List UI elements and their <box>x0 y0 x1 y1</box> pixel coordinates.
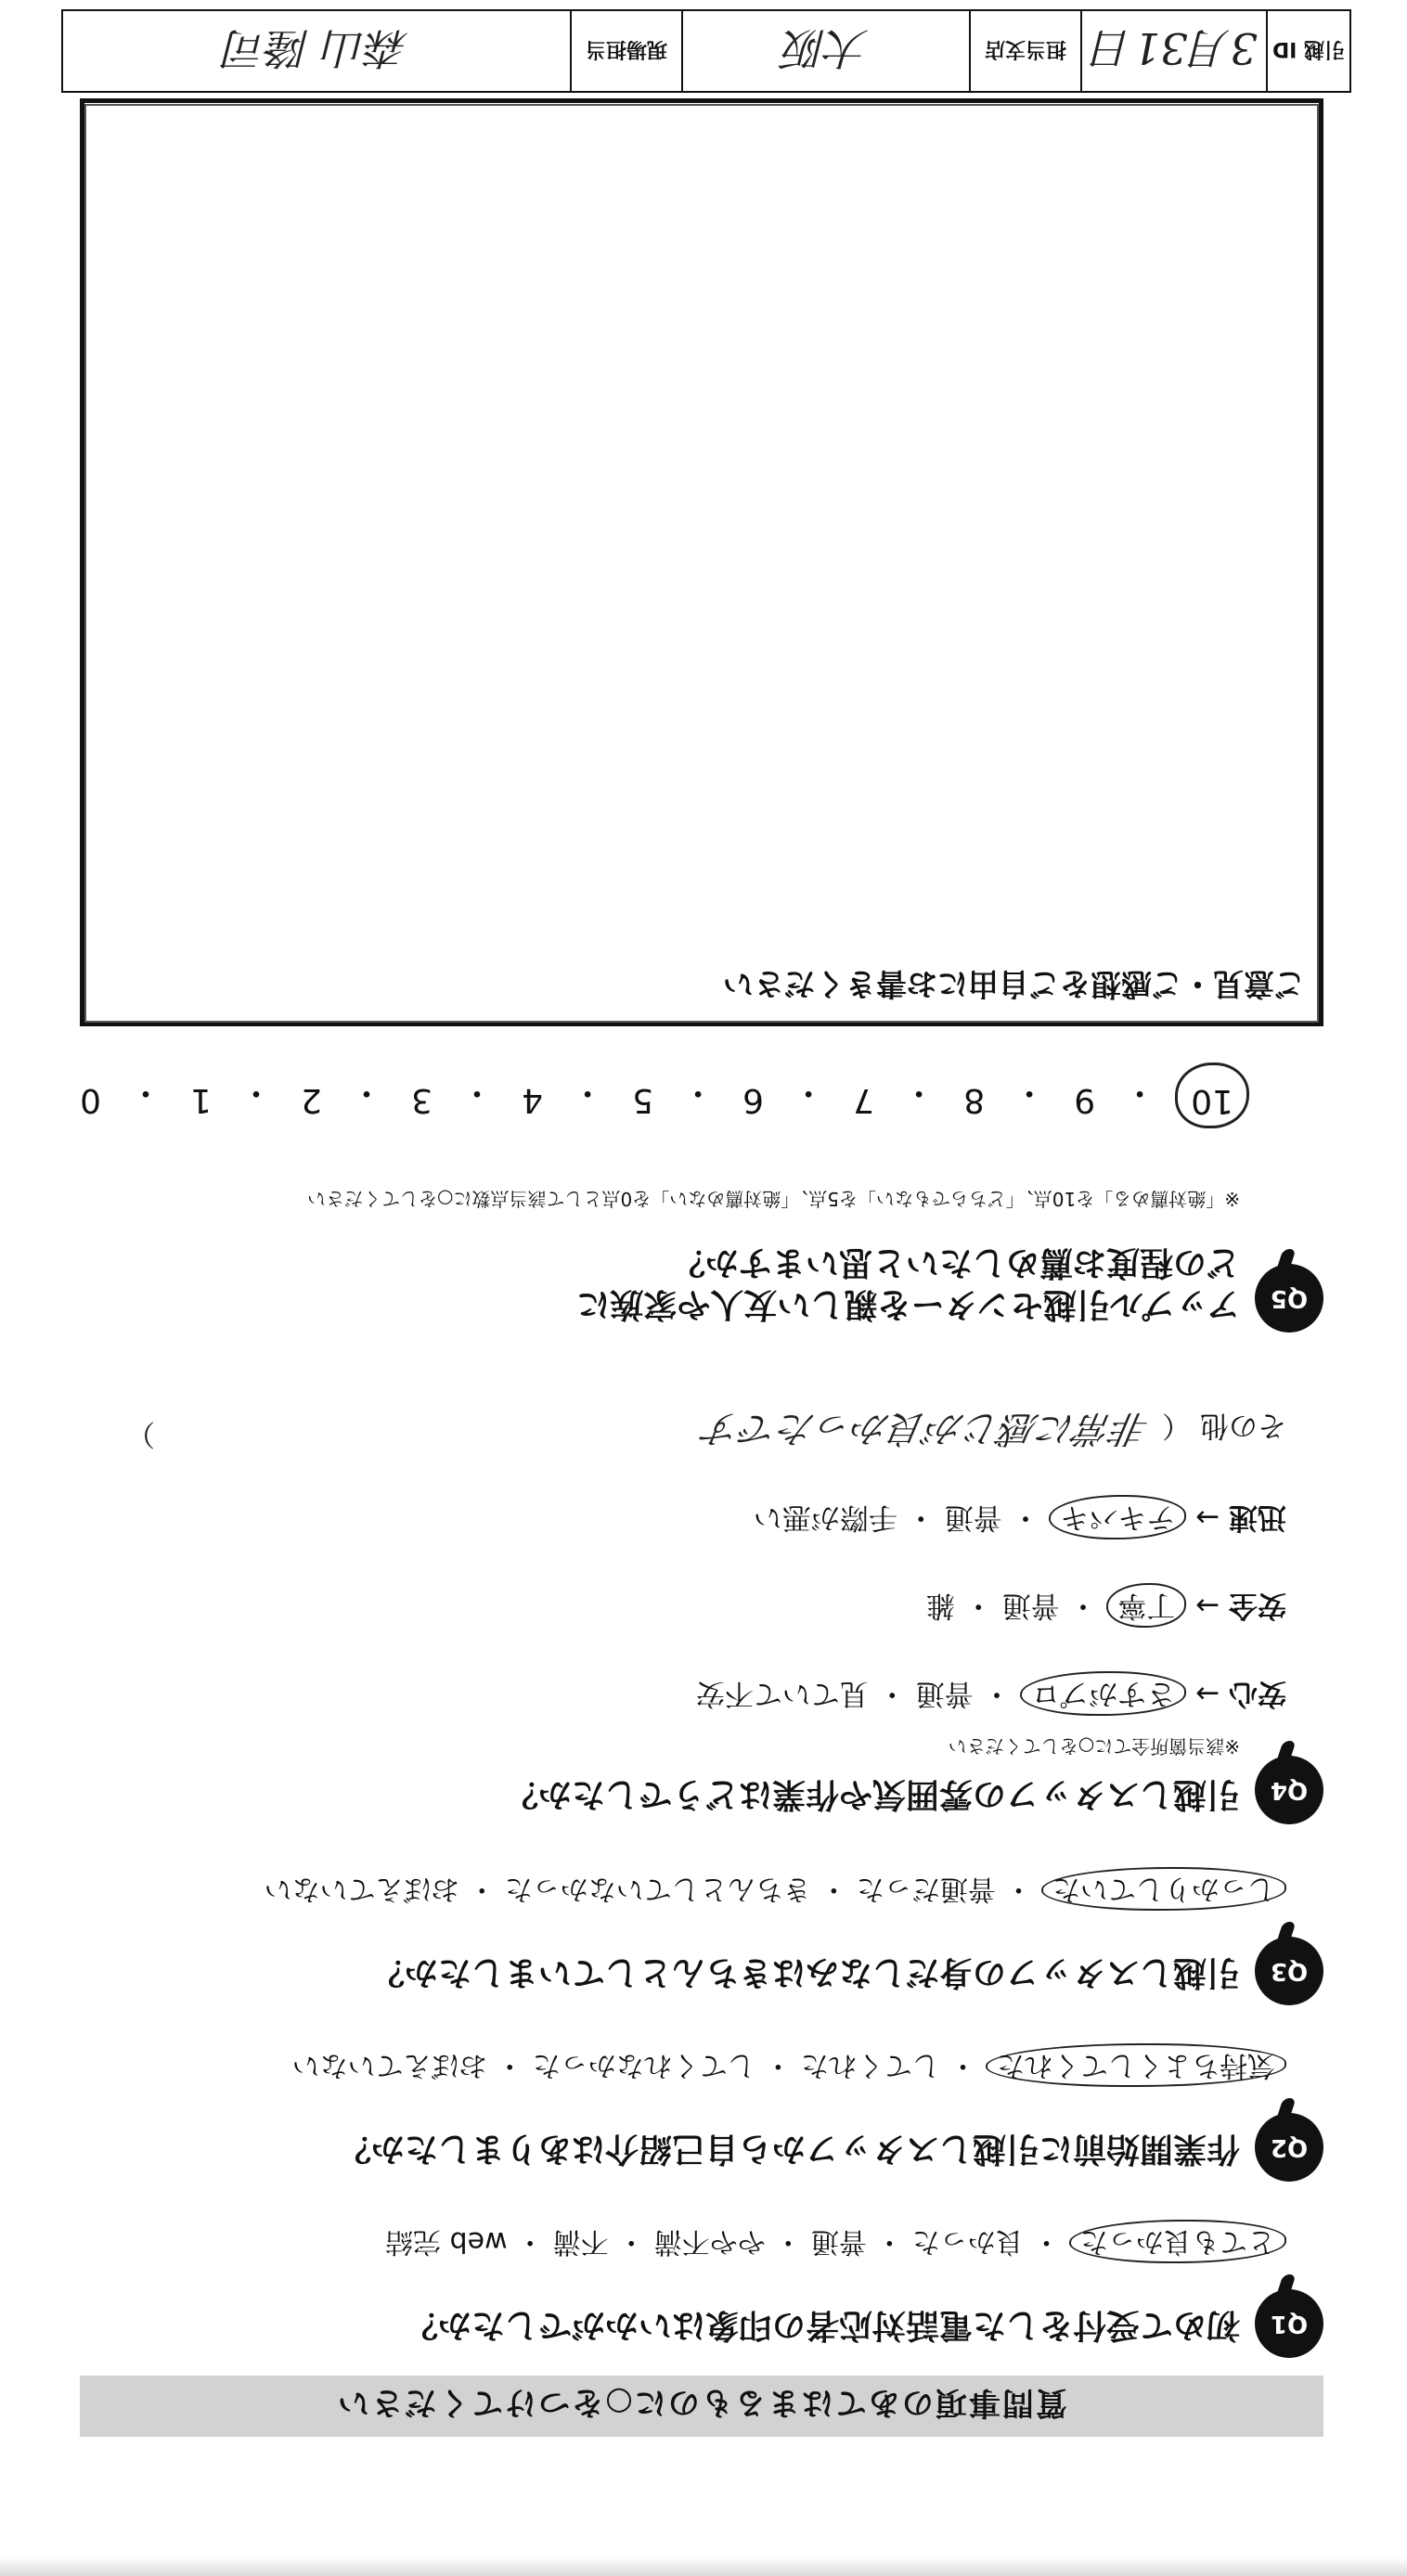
q5-badge-icon: Q5 <box>1255 1264 1323 1333</box>
q3-option[interactable]: 普通だった <box>856 1873 996 1905</box>
staff-table <box>61 9 1351 93</box>
q4-option-selected[interactable]: 丁寧 <box>1106 1583 1186 1628</box>
q1-option[interactable]: 不満 <box>552 2225 609 2258</box>
branch-value[interactable]: 大阪 <box>681 11 969 91</box>
q2-question: 作業開始前に引越しスタッフから自己紹介はありましたか？ <box>337 2130 1240 2168</box>
q4-row-anzen: 安全 → 丁寧 ・ 普通 ・ 雑 <box>926 1588 1286 1629</box>
q3-options: しっかりしていた ・ 普通だった ・ きちんとしていなかった ・ おぼえていない <box>265 1872 1286 1913</box>
q3-badge-icon: Q3 <box>1255 1937 1323 2005</box>
q1-option[interactable]: やや不満 <box>653 2225 766 2258</box>
q2-badge-icon: Q2 <box>1255 2113 1323 2182</box>
q1-options: とても良かった ・ 良かった ・ 普通 ・ やや不満 ・ 不満 ・ web 完結 <box>385 2224 1286 2265</box>
q5-question-line2: どの程度お薦めしたいと思いますか？ <box>671 1243 1240 1282</box>
score-0[interactable]: 0 <box>80 1081 101 1119</box>
q4-row-anshin: 安心 → さすがプロ ・ 普通 ・ 見ていて不安 <box>696 1676 1286 1718</box>
q4-row-label: 安全 <box>1229 1589 1286 1622</box>
q1-option[interactable]: web 完結 <box>385 2225 508 2258</box>
q4-badge-icon: Q4 <box>1255 1756 1323 1824</box>
score-4[interactable]: 4 <box>522 1081 543 1119</box>
comment-box[interactable] <box>80 98 1323 1026</box>
q2-option[interactable]: してくれた <box>800 2049 940 2081</box>
score-1[interactable]: 1 <box>190 1081 212 1119</box>
score-8[interactable]: 8 <box>963 1081 986 1119</box>
q2-option[interactable]: してくれなかった <box>532 2049 755 2081</box>
move-id-value[interactable]: 3月31日 <box>1080 11 1266 91</box>
q5-question-line1: アップル引越センターを親しい友人や家族に <box>576 1285 1240 1323</box>
q4-option[interactable]: 雑 <box>925 1589 955 1622</box>
q3-option[interactable]: きちんとしていなかった <box>504 1873 811 1905</box>
q4-option[interactable]: 手際が悪い <box>753 1501 897 1534</box>
leader-value[interactable]: 森山 隆司 <box>224 23 409 73</box>
q5-question <box>576 1242 1240 1325</box>
q2-option-selected[interactable]: 気持ちよくしてくれた <box>986 2043 1286 2087</box>
score-2[interactable]: 2 <box>301 1081 322 1119</box>
q4-other-row: その他 （非常に感じが良かったです ） <box>126 1405 1286 1458</box>
q4-question: 引越しスタッフの雰囲気や作業はどうでしたか？ <box>504 1775 1240 1813</box>
score-9[interactable]: 9 <box>1074 1081 1096 1119</box>
q4-other-label: その他 <box>1200 1409 1286 1442</box>
q4-option[interactable]: 普通 <box>915 1677 974 1710</box>
score-5[interactable]: 5 <box>632 1081 654 1119</box>
leader-label: 現場担当 <box>570 11 681 91</box>
q4-note: ※該当箇所全てに○をしてください <box>948 1735 1240 1758</box>
q4-row-jinsoku: 迅速 → テキパキ ・ 普通 ・ 手際が悪い <box>754 1500 1286 1541</box>
q1-option-selected[interactable]: とても良かった <box>1069 2220 1286 2263</box>
q5-score-scale: 10 ・ 9 ・ 8 ・ 7 ・ 6 ・ 5 ・ 4 ・ 3 ・ 2 ・ 1 ・ 0 <box>80 1072 1240 1119</box>
q1-badge-icon: Q1 <box>1255 2289 1323 2358</box>
score-10-selected[interactable]: 10 <box>1175 1063 1249 1128</box>
q1-question: 初めて受付をした電話対応者の印象はいかがでしたか？ <box>404 2306 1240 2344</box>
q2-options: 気持ちよくしてくれた ・ してくれた ・ してくれなかった ・ おぼえていない <box>292 2048 1286 2089</box>
score-6[interactable]: 6 <box>742 1081 765 1119</box>
score-7[interactable]: 7 <box>853 1081 875 1119</box>
q4-option-selected[interactable]: さすがプロ <box>1020 1671 1186 1716</box>
q3-question: 引越しスタッフの身だしなみはきちんとしていましたか？ <box>370 1953 1240 1991</box>
q4-option[interactable]: 普通 <box>944 1501 1002 1534</box>
score-3[interactable]: 3 <box>411 1081 432 1119</box>
q2-option[interactable]: おぼえていない <box>291 2049 487 2081</box>
instructions-text: 質問事項のあてはまるものに○をつけてください <box>336 2384 1067 2422</box>
comment-label: ご意見・ご感想をご自由にお書きください <box>723 966 1305 1002</box>
move-id-label: 引越 ID <box>1266 11 1349 91</box>
q4-option[interactable]: 見ていて不安 <box>695 1677 869 1710</box>
q4-row-label: 迅速 <box>1229 1501 1286 1534</box>
q1-option[interactable]: 普通 <box>810 2225 867 2258</box>
instructions-header <box>80 2376 1323 2437</box>
q5-note: ※「絶対薦める」を10点、「どちらでもない」を5点、「絶対薦めない」を0点として該当点数に○をしてください <box>307 1188 1240 1210</box>
q3-option-selected[interactable]: しっかりしていた <box>1041 1867 1286 1911</box>
q3-option[interactable]: おぼえていない <box>264 1873 459 1905</box>
q4-row-label: 安心 <box>1229 1677 1286 1710</box>
branch-label: 担当支店 <box>969 11 1080 91</box>
q4-option-selected[interactable]: テキパキ <box>1049 1495 1186 1539</box>
q4-option[interactable]: 普通 <box>1001 1589 1060 1622</box>
q4-other-handwritten[interactable]: 非常に感じが良かったです <box>700 1407 1154 1449</box>
q1-option[interactable]: 良かった <box>911 2225 1024 2258</box>
